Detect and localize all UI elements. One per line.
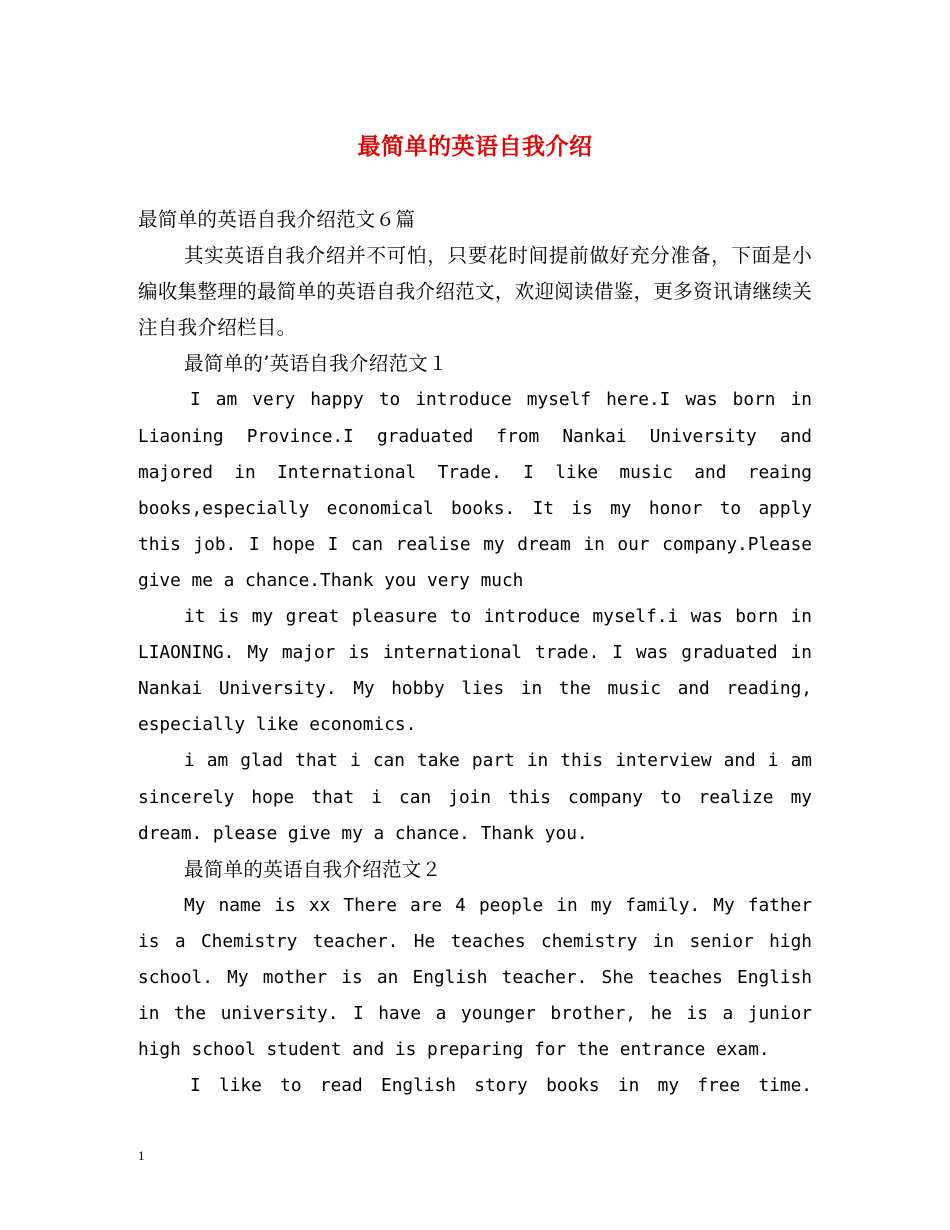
section-1-heading: 最简单的’英语自我介绍范文１ [184, 352, 448, 376]
document-title: 最简单的英语自我介绍 [357, 134, 593, 160]
intro-paragraph: 其实英语自我介绍并不可怕，只要花时间提前做好充分准备，下面是小编收集整理的最简单的英语自我介绍范文，欢迎阅读借鉴，更多资讯请继续关注自我介绍栏目。 [138, 244, 812, 340]
document-body [138, 202, 812, 1104]
section-2-paragraph-1: My name is xx There are 4 people in my family. My father is a Chemistry teacher. He teaches chemistry in senior high school. My mother is an English teacher. She teaches English in the university. I have a younger brother, he is a junior high school student and is preparing for the entrance exam. [138, 894, 812, 1061]
section-2-paragraph-2: I like to read English story books in my free time. [190, 1075, 812, 1097]
section-1-paragraph-2: it is my great pleasure to introduce myself.i was born in LIAONING. My major is international trade. I was graduated in Nankai University. My hobby lies in the music and reading, especially like economics. [138, 606, 812, 736]
section-2-heading: 最简单的英语自我介绍范文２ [184, 857, 442, 881]
section-1-paragraph-1: I am very happy to introduce myself here.I was born in Liaoning Province.I graduated from Nankai University and majored in International Trade. I like music and reaing books,especially economical books. It is my honor to apply this job. I hope I can realise my dream in our company.Please give me a chance.Thank you very much [138, 389, 812, 591]
section-1-paragraph-3: i am glad that i can take part in this interview and i am sincerely hope that i can join this company to realize my dream. please give my a chance. Thank you. [138, 750, 812, 844]
document-subtitle: 最简单的英语自我介绍范文６篇 [138, 208, 416, 231]
page-number: 1 [138, 1148, 145, 1163]
